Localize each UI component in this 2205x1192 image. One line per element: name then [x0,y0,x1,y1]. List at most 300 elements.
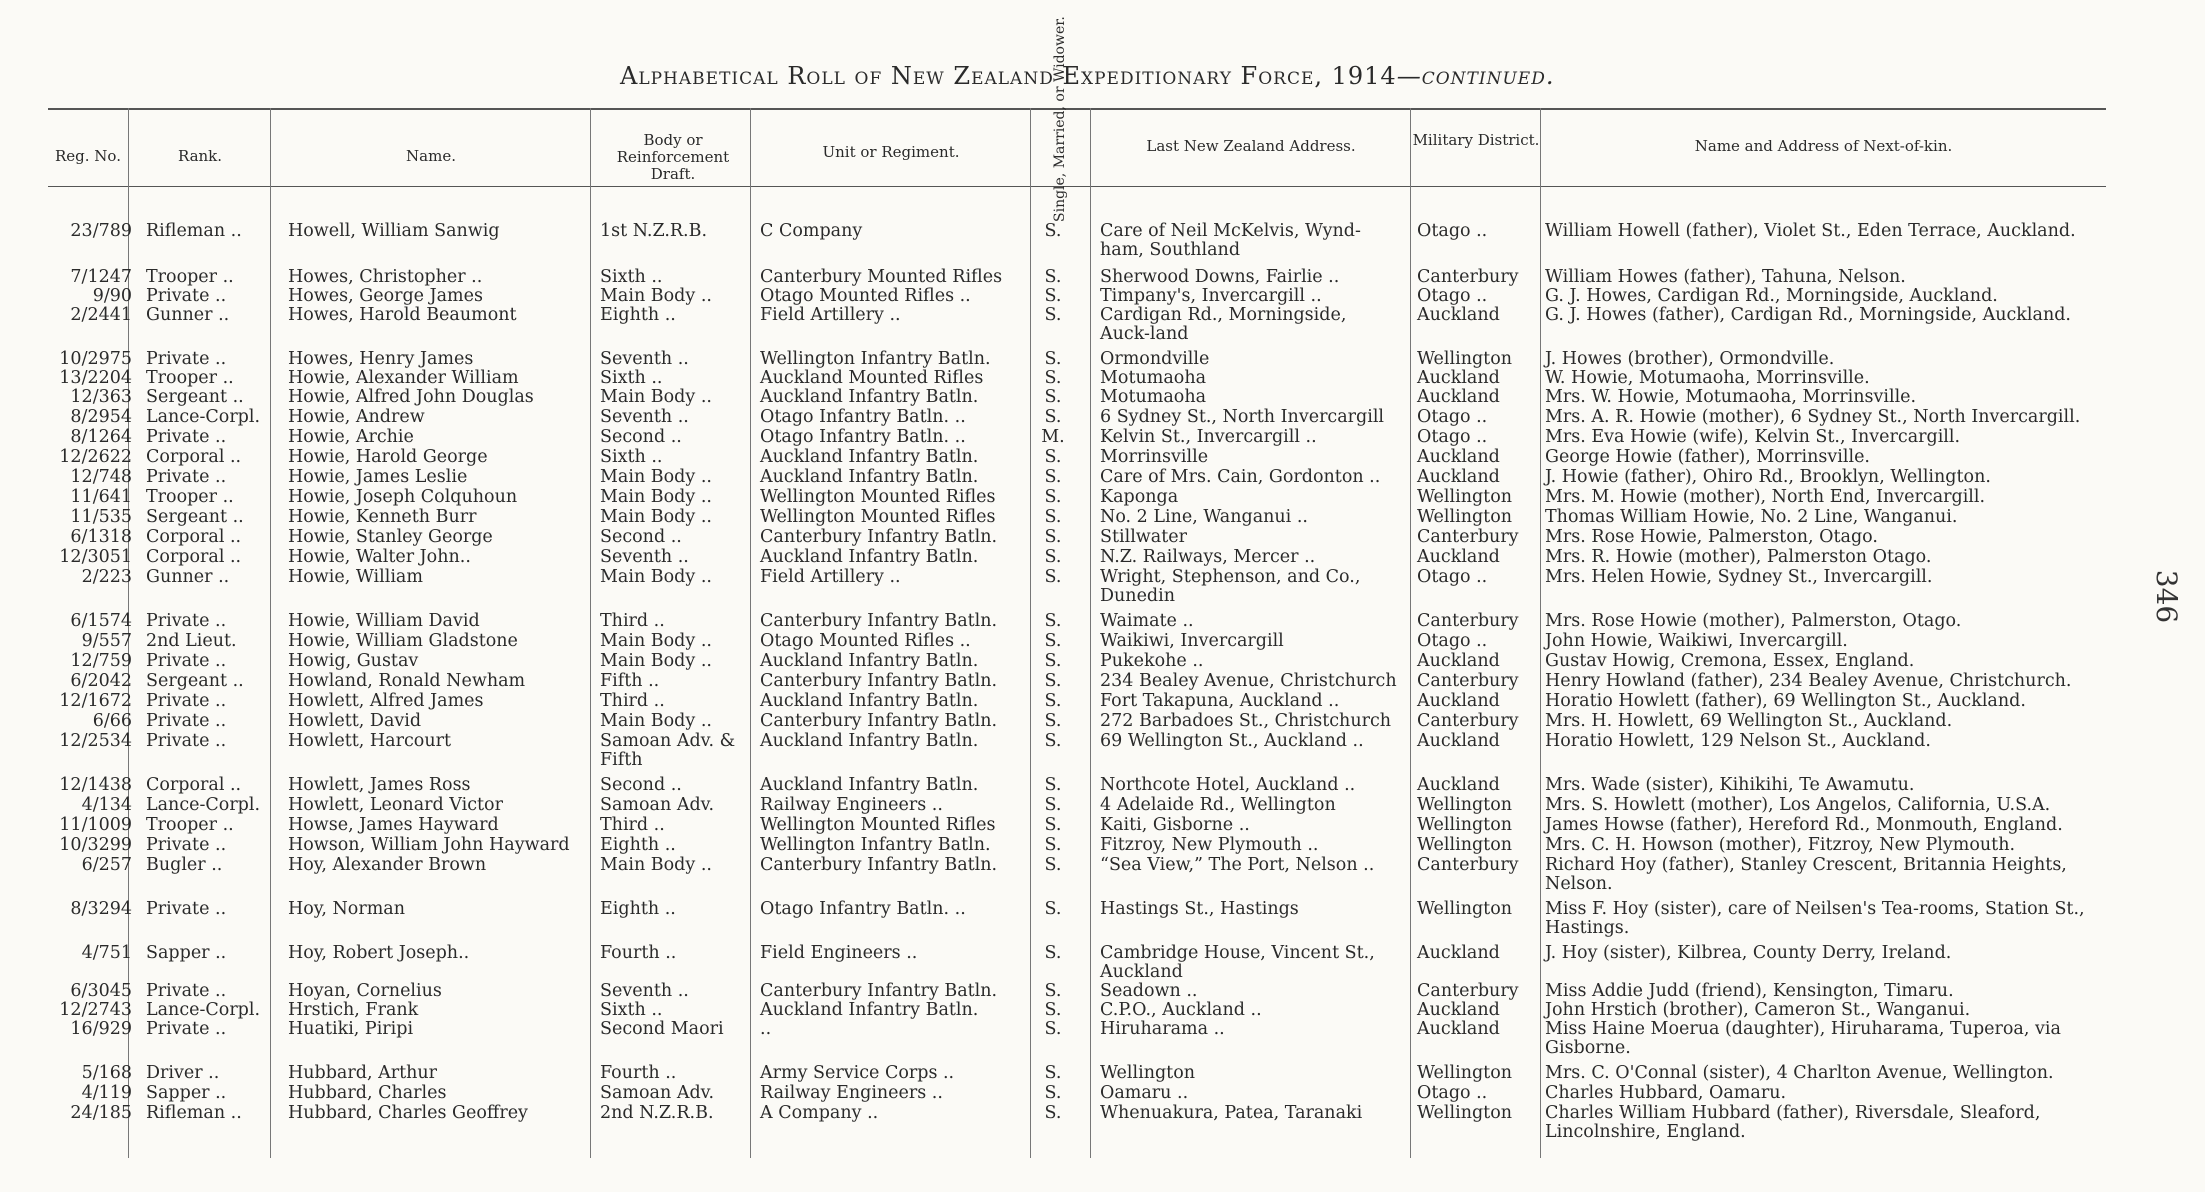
draft-cell: Main Body .. [600,711,712,731]
marital-status-cell: S. [1044,1083,1062,1103]
marital-status-cell: S. [1044,731,1062,751]
rank-cell: Private .. [146,427,227,447]
reg-no-cell: 2/2441 [70,305,132,325]
draft-cell: Main Body .. [600,286,712,306]
next-of-kin-cell: G. J. Howes (father), Cardigan Rd., Morningside, Auckland. [1545,305,2071,325]
rank-cell: Private .. [146,899,227,919]
military-district-cell: Otago .. [1417,631,1488,651]
marital-status-cell: S. [1044,815,1062,835]
military-district-cell: Otago .. [1417,407,1488,427]
soldier-name-cell: Howes, Harold Beaumont [288,305,517,325]
soldier-name-cell: Howie, William Gladstone [288,631,518,651]
military-district-cell: Otago .. [1417,286,1488,306]
reg-no-cell: 16/929 [70,1019,132,1039]
next-of-kin-cell: Horatio Howlett, 129 Nelson St., Auckland. [1545,731,1931,751]
unit-cell: Auckland Infantry Batln. [760,447,979,467]
military-district-cell: Wellington [1417,1103,1513,1123]
rank-cell: Rifleman .. [146,221,242,241]
nz-address-cell: Sherwood Downs, Fairlie .. [1100,267,1340,287]
unit-cell: Field Artillery .. [760,305,901,325]
next-of-kin-cell: Mrs. Rose Howie, Palmerston, Otago. [1545,527,1878,547]
soldier-name-cell: Hubbard, Arthur [288,1063,438,1083]
draft-cell: Samoan Adv. [600,1083,715,1103]
marital-status-cell: S. [1044,855,1062,875]
draft-cell: Main Body .. [600,567,712,587]
reg-no-cell: 12/1438 [59,775,132,795]
military-district-cell: Auckland [1417,368,1500,388]
soldier-name-cell: Hoy, Robert Joseph.. [288,943,470,963]
reg-no-cell: 4/134 [81,795,132,815]
unit-cell: Field Artillery .. [760,567,901,587]
military-district-cell: Canterbury [1417,671,1519,691]
reg-no-cell: 5/168 [81,1063,132,1083]
marital-status-cell: S. [1044,651,1062,671]
unit-cell: Wellington Mounted Rifles [760,815,996,835]
military-district-cell: Auckland [1417,547,1500,567]
rank-cell: Private .. [146,835,227,855]
header-kin: Name and Address of Next-of-kin. [1694,137,1953,155]
draft-cell: Second .. [600,775,682,795]
soldier-name-cell: Howie, Andrew [288,407,425,427]
next-of-kin-cell: Mrs. S. Howlett (mother), Los Angelos, California, U.S.A. [1545,795,2051,815]
unit-cell: Wellington Infantry Batln. [760,349,991,369]
military-district-cell: Wellington [1417,815,1513,835]
draft-cell: 2nd N.Z.R.B. [600,1103,714,1123]
reg-no-cell: 4/119 [81,1083,132,1103]
next-of-kin-cell: Mrs. M. Howie (mother), North End, Invercargill. [1545,487,1986,507]
nz-address-cell: No. 2 Line, Wanganui .. [1100,507,1308,527]
marital-status-cell: S. [1044,527,1062,547]
military-district-cell: Otago .. [1417,221,1488,241]
marital-status-cell: S. [1044,671,1062,691]
next-of-kin-cell: Gustav Howig, Cremona, Essex, England. [1545,651,1915,671]
next-of-kin-cell: Mrs. C. H. Howson (mother), Fitzroy, New Plymouth. [1545,835,2016,855]
rank-cell: Sergeant .. [146,387,244,407]
reg-no-cell: 6/66 [92,711,132,731]
page-title-suffix: —continued. [1396,62,1555,90]
reg-no-cell: 11/535 [70,507,132,527]
next-of-kin-cell: Horatio Howlett (father), 69 Wellington St., Auckland. [1545,691,2026,711]
unit-cell: Canterbury Infantry Batln. [760,981,998,1001]
soldier-name-cell: Hrstich, Frank [288,1000,419,1020]
military-district-cell: Wellington [1417,835,1513,855]
draft-cell: Eighth .. [600,899,676,919]
marital-status-cell: S. [1044,447,1062,467]
header-unit: Unit or Regiment. [822,143,960,161]
nz-address-cell: Hiruharama .. [1100,1019,1225,1039]
nz-address-cell: Morrinsville [1100,447,1209,467]
military-district-cell: Auckland [1417,691,1500,711]
soldier-name-cell: Howlett, Alfred James [288,691,484,711]
next-of-kin-cell: Richard Hoy (father), Stanley Crescent, Britannia Heights, Nelson. [1545,855,2067,894]
nz-address-cell: Motumaoha [1100,368,1207,388]
header-status: Single, Married, or Widower. [1052,16,1068,222]
soldier-name-cell: Howes, Christopher .. [288,267,483,287]
military-district-cell: Canterbury [1417,267,1519,287]
marital-status-cell: S. [1044,547,1062,567]
draft-cell: 1st N.Z.R.B. [600,221,708,241]
draft-cell: Sixth .. [600,368,663,388]
nz-address-cell: 234 Bealey Avenue, Christchurch [1100,671,1397,691]
soldier-name-cell: Howie, Alexander William [288,368,519,388]
nz-address-cell: Ormondville [1100,349,1210,369]
unit-cell: Canterbury Infantry Batln. [760,711,998,731]
rank-cell: Corporal .. [146,447,242,467]
military-district-cell: Auckland [1417,943,1500,963]
next-of-kin-cell: Mrs. Rose Howie (mother), Palmerston, Otago. [1545,611,1962,631]
unit-cell: Auckland Infantry Batln. [760,387,979,407]
next-of-kin-cell: Mrs. R. Howie (mother), Palmerston Otago. [1545,547,1932,567]
reg-no-cell: 12/2622 [59,447,132,467]
marital-status-cell: S. [1044,795,1062,815]
nz-address-cell: 6 Sydney St., North Invercargill [1100,407,1385,427]
draft-cell: Main Body .. [600,631,712,651]
draft-cell: Fourth .. [600,943,677,963]
marital-status-cell: S. [1044,943,1062,963]
next-of-kin-cell: William Howell (father), Violet St., Eden Terrace, Auckland. [1545,221,2076,241]
nz-address-cell: Kelvin St., Invercargill .. [1100,427,1317,447]
unit-cell: Otago Infantry Batln. .. [760,427,966,447]
reg-no-cell: 12/3051 [59,547,132,567]
soldier-name-cell: Hubbard, Charles Geoffrey [288,1103,528,1123]
military-district-cell: Wellington [1417,1063,1513,1083]
column-divider [750,108,751,1158]
marital-status-cell: S. [1044,711,1062,731]
reg-no-cell: 12/1672 [59,691,132,711]
unit-cell: Auckland Infantry Batln. [760,547,979,567]
soldier-name-cell: Howlett, Harcourt [288,731,451,751]
column-divider [1030,108,1031,1158]
reg-no-cell: 9/90 [92,286,132,306]
page-title [620,62,1554,90]
rank-cell: Lance-Corpl. [146,795,261,815]
soldier-name-cell: Howell, William Sanwig [288,221,500,241]
header-reg-no: Reg. No. [55,147,121,165]
column-divider [1540,108,1541,1158]
marital-status-cell: S. [1044,1019,1062,1039]
military-district-cell: Wellington [1417,899,1513,919]
reg-no-cell: 6/3045 [70,981,132,1001]
military-district-cell: Canterbury [1417,527,1519,547]
page-number: 346 [2150,569,2184,624]
nz-address-cell: Seadown .. [1100,981,1198,1001]
unit-cell: Field Engineers .. [760,943,918,963]
rank-cell: Sapper .. [146,943,227,963]
column-divider [1410,108,1411,1158]
draft-cell: Main Body .. [600,855,712,875]
marital-status-cell: S. [1044,1000,1062,1020]
unit-cell: Otago Mounted Rifles .. [760,631,971,651]
military-district-cell: Auckland [1417,1000,1500,1020]
military-district-cell: Auckland [1417,305,1500,325]
rank-cell: Sergeant .. [146,671,244,691]
unit-cell: Wellington Infantry Batln. [760,835,991,855]
marital-status-cell: S. [1044,467,1062,487]
unit-cell: Auckland Infantry Batln. [760,691,979,711]
soldier-name-cell: Howes, Henry James [288,349,474,369]
marital-status-cell: S. [1044,1103,1062,1123]
military-district-cell: Auckland [1417,387,1500,407]
rank-cell: Trooper .. [146,815,234,835]
military-district-cell: Otago .. [1417,427,1488,447]
reg-no-cell: 6/1318 [70,527,132,547]
nz-address-cell: Oamaru .. [1100,1083,1189,1103]
unit-cell: Canterbury Infantry Batln. [760,527,998,547]
next-of-kin-cell: G. J. Howes, Cardigan Rd., Morningside, Auckland. [1545,286,1998,306]
nz-address-cell: Cambridge House, Vincent St., Auckland [1100,943,1375,982]
soldier-name-cell: Howie, Stanley George [288,527,493,547]
draft-cell: Main Body .. [600,467,712,487]
rank-cell: Private .. [146,349,227,369]
reg-no-cell: 23/789 [70,221,132,241]
rank-cell: Lance-Corpl. [146,407,261,427]
rank-cell: Private .. [146,286,227,306]
unit-cell: Canterbury Mounted Rifles [760,267,1003,287]
nz-address-cell: Kaponga [1100,487,1179,507]
reg-no-cell: 4/751 [81,943,132,963]
unit-cell: Canterbury Infantry Batln. [760,611,998,631]
marital-status-cell: S. [1044,691,1062,711]
draft-cell: Main Body .. [600,507,712,527]
rank-cell: 2nd Lieut. [146,631,237,651]
column-divider [590,108,591,1158]
nz-address-cell: Care of Mrs. Cain, Gordonton .. [1100,467,1381,487]
nz-address-cell: Timpany's, Invercargill .. [1100,286,1322,306]
next-of-kin-cell: John Hrstich (brother), Cameron St., Wanganui. [1545,1000,1971,1020]
unit-cell: Auckland Infantry Batln. [760,467,979,487]
draft-cell: Second .. [600,527,682,547]
rank-cell: Rifleman .. [146,1103,242,1123]
military-district-cell: Canterbury [1417,611,1519,631]
marital-status-cell: S. [1044,487,1062,507]
marital-status-cell: S. [1044,368,1062,388]
unit-cell: Canterbury Infantry Batln. [760,855,998,875]
rank-cell: Gunner .. [146,305,230,325]
soldier-name-cell: Howie, James Leslie [288,467,468,487]
rank-cell: Bugler .. [146,855,223,875]
soldier-name-cell: Howie, Alfred John Douglas [288,387,534,407]
marital-status-cell: S. [1044,611,1062,631]
rank-cell: Private .. [146,1019,227,1039]
marital-status-cell: S. [1044,981,1062,1001]
soldier-name-cell: Howie, Kenneth Burr [288,507,477,527]
header-rank: Rank. [177,147,223,165]
reg-no-cell: 12/759 [70,651,132,671]
rank-cell: Corporal .. [146,775,242,795]
marital-status-cell: M. [1041,427,1065,447]
unit-cell: Auckland Infantry Batln. [760,1000,979,1020]
rank-cell: Private .. [146,651,227,671]
column-divider [270,108,271,1158]
nz-address-cell: 272 Barbadoes St., Christchurch [1100,711,1392,731]
military-district-cell: Wellington [1417,795,1513,815]
soldier-name-cell: Hoy, Norman [288,899,405,919]
rank-cell: Trooper .. [146,267,234,287]
header-draft: Body or Reinforcement Draft. [616,131,730,183]
reg-no-cell: 7/1247 [70,267,132,287]
next-of-kin-cell: Charles William Hubbard (father), Riversdale, Sleaford, Lincolnshire, England. [1545,1103,2041,1142]
reg-no-cell: 6/1574 [70,611,132,631]
header-district: Military District. [1412,131,1540,149]
draft-cell: Main Body .. [600,487,712,507]
draft-cell: Third .. [600,815,665,835]
unit-cell: Railway Engineers .. [760,795,943,815]
military-district-cell: Otago .. [1417,1083,1488,1103]
marital-status-cell: S. [1044,507,1062,527]
nz-address-cell: Wright, Stephenson, and Co., Dunedin [1100,567,1361,606]
soldier-name-cell: Howlett, David [288,711,422,731]
unit-cell: Army Service Corps .. [760,1063,955,1083]
next-of-kin-cell: Mrs. H. Howlett, 69 Wellington St., Auckland. [1545,711,1953,731]
draft-cell: Sixth .. [600,267,663,287]
rank-cell: Private .. [146,611,227,631]
nz-address-cell: Kaiti, Gisborne .. [1100,815,1250,835]
draft-cell: Second .. [600,427,682,447]
reg-no-cell: 12/363 [70,387,132,407]
soldier-name-cell: Howie, Archie [288,427,414,447]
header-top-rule [48,108,2106,110]
soldier-name-cell: Howes, George James [288,286,483,306]
rank-cell: Private .. [146,731,227,751]
next-of-kin-cell: Mrs. W. Howie, Motumaoha, Morrinsville. [1545,387,1917,407]
nz-address-cell: Fitzroy, New Plymouth .. [1100,835,1319,855]
next-of-kin-cell: Mrs. Helen Howie, Sydney St., Invercargill. [1545,567,1933,587]
marital-status-cell: S. [1044,387,1062,407]
nz-address-cell: “Sea View,” The Port, Nelson .. [1100,855,1375,875]
unit-cell: Auckland Infantry Batln. [760,731,979,751]
nz-address-cell: Whenuakura, Patea, Taranaki [1100,1103,1363,1123]
soldier-name-cell: Howland, Ronald Newham [288,671,526,691]
draft-cell: Main Body .. [600,651,712,671]
draft-cell: Seventh .. [600,407,689,427]
reg-no-cell: 12/2743 [59,1000,132,1020]
nz-address-cell: 69 Wellington St., Auckland .. [1100,731,1364,751]
military-district-cell: Auckland [1417,1019,1500,1039]
next-of-kin-cell: J. Hoy (sister), Kilbrea, County Derry, Ireland. [1545,943,1952,963]
soldier-name-cell: Howlett, Leonard Victor [288,795,503,815]
draft-cell: Sixth .. [600,447,663,467]
nz-address-cell: C.P.O., Auckland .. [1100,1000,1262,1020]
next-of-kin-cell: W. Howie, Motumaoha, Morrinsville. [1545,368,1870,388]
next-of-kin-cell: John Howie, Waikiwi, Invercargill. [1545,631,1848,651]
reg-no-cell: 9/557 [81,631,132,651]
reg-no-cell: 12/748 [70,467,132,487]
marital-status-cell: S. [1044,631,1062,651]
draft-cell: Third .. [600,611,665,631]
rank-cell: Trooper .. [146,487,234,507]
draft-cell: Seventh .. [600,981,689,1001]
next-of-kin-cell: William Howes (father), Tahuna, Nelson. [1545,267,1906,287]
soldier-name-cell: Howie, Joseph Colquhoun [288,487,518,507]
rank-cell: Private .. [146,467,227,487]
draft-cell: Second Maori [600,1019,724,1039]
draft-cell: Main Body .. [600,387,712,407]
marital-status-cell: S. [1044,305,1062,325]
nz-address-cell: Pukekohe .. [1100,651,1204,671]
rank-cell: Lance-Corpl. [146,1000,261,1020]
unit-cell: Otago Infantry Batln. .. [760,407,966,427]
draft-cell: Fifth .. [600,671,660,691]
next-of-kin-cell: Miss Addie Judd (friend), Kensington, Timaru. [1545,981,1954,1001]
marital-status-cell: S. [1044,1063,1062,1083]
header-address: Last New Zealand Address. [1146,137,1356,155]
next-of-kin-cell: Mrs. Wade (sister), Kihikihi, Te Awamutu. [1545,775,1915,795]
marital-status-cell: S. [1044,899,1062,919]
military-district-cell: Wellington [1417,507,1513,527]
marital-status-cell: S. [1044,775,1062,795]
marital-status-cell: S. [1044,221,1062,241]
nz-address-cell: Stillwater [1100,527,1187,547]
next-of-kin-cell: Mrs. C. O'Connal (sister), 4 Charlton Avenue, Wellington. [1545,1063,2054,1083]
nz-address-cell: Hastings St., Hastings [1100,899,1299,919]
next-of-kin-cell: Charles Hubbard, Oamaru. [1545,1083,1787,1103]
marital-status-cell: S. [1044,567,1062,587]
rank-cell: Private .. [146,981,227,1001]
next-of-kin-cell: Thomas William Howie, No. 2 Line, Wanganui. [1545,507,1958,527]
military-district-cell: Auckland [1417,651,1500,671]
next-of-kin-cell: Henry Howland (father), 234 Bealey Avenue, Christchurch. [1545,671,2072,691]
soldier-name-cell: Howlett, James Ross [288,775,471,795]
draft-cell: Samoan Adv. & Fifth [600,731,736,770]
soldier-name-cell: Howig, Gustav [288,651,419,671]
reg-no-cell: 12/2534 [59,731,132,751]
draft-cell: Seventh .. [600,349,689,369]
military-district-cell: Otago .. [1417,567,1488,587]
soldier-name-cell: Howie, William [288,567,423,587]
unit-cell: Wellington Mounted Rifles [760,487,996,507]
rank-cell: Gunner .. [146,567,230,587]
reg-no-cell: 11/641 [70,487,132,507]
reg-no-cell: 13/2204 [59,368,132,388]
draft-cell: Samoan Adv. [600,795,715,815]
rank-cell: Corporal .. [146,547,242,567]
draft-cell: Fourth .. [600,1063,677,1083]
nz-address-cell: Care of Neil McKelvis, Wynd-ham, Southland [1100,221,1361,260]
draft-cell: Seventh .. [600,547,689,567]
nz-address-cell: Cardigan Rd., Morningside, Auck-land [1100,305,1347,344]
unit-cell: Auckland Infantry Batln. [760,651,979,671]
page-title-main: Alphabetical Roll of New Zealand Expeditionary Force, 1914 [620,62,1397,90]
draft-cell: Sixth .. [600,1000,663,1020]
unit-cell: A Company .. [760,1103,879,1123]
soldier-name-cell: Howie, Harold George [288,447,488,467]
military-district-cell: Canterbury [1417,711,1519,731]
next-of-kin-cell: Miss F. Hoy (sister), care of Neilsen's Tea-rooms, Station St., Hastings. [1545,899,2085,938]
soldier-name-cell: Hoy, Alexander Brown [288,855,487,875]
rank-cell: Private .. [146,691,227,711]
reg-no-cell: 6/2042 [70,671,132,691]
rank-cell: Trooper .. [146,368,234,388]
nz-address-cell: N.Z. Railways, Mercer .. [1100,547,1316,567]
nz-address-cell: Fort Takapuna, Auckland .. [1100,691,1340,711]
nz-address-cell: 4 Adelaide Rd., Wellington [1100,795,1336,815]
rank-cell: Sapper .. [146,1083,227,1103]
reg-no-cell: 8/3294 [70,899,132,919]
military-district-cell: Canterbury [1417,981,1519,1001]
marital-status-cell: S. [1044,835,1062,855]
military-district-cell: Wellington [1417,349,1513,369]
reg-no-cell: 11/1009 [59,815,132,835]
military-district-cell: Auckland [1417,447,1500,467]
military-district-cell: Auckland [1417,467,1500,487]
reg-no-cell: 8/1264 [70,427,132,447]
soldier-name-cell: Hoyan, Cornelius [288,981,442,1001]
nz-address-cell: Waikiwi, Invercargill [1100,631,1284,651]
rank-cell: Driver .. [146,1063,220,1083]
nz-address-cell: Waimate .. [1100,611,1194,631]
marital-status-cell: S. [1044,267,1062,287]
soldier-name-cell: Howse, James Hayward [288,815,499,835]
